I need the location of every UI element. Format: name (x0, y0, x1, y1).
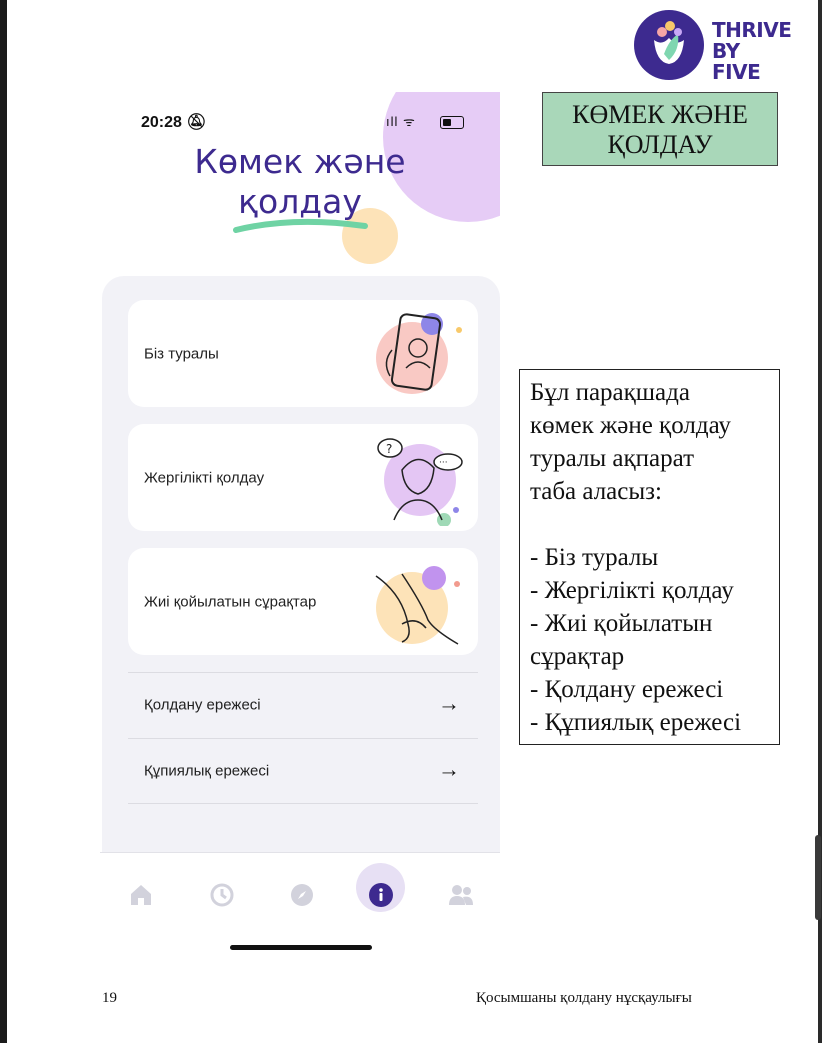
phone-with-person-illustration (372, 306, 468, 402)
card-local-support[interactable] (128, 424, 478, 531)
description-line: көмек және қолдау (530, 412, 731, 439)
screen-title-line-2: қолдау (238, 182, 362, 221)
title-underline-swoosh (233, 218, 368, 234)
card-label: Жиі қойылатын сұрақтар (144, 593, 317, 610)
tab-people[interactable] (437, 871, 485, 919)
description-spacer (530, 508, 769, 541)
people-icon (447, 882, 475, 908)
logo-mark (634, 10, 704, 80)
home-icon (128, 882, 154, 908)
card-label: Біз туралы (144, 345, 219, 362)
tab-explore[interactable] (278, 871, 326, 919)
description-line: туралы ақпарат (530, 445, 695, 472)
row-label: Қолдану ережесі (144, 696, 261, 714)
page-number: 19 (102, 990, 117, 1006)
list-item: - Жергілікті қолдау (530, 577, 734, 604)
home-indicator (230, 945, 372, 950)
thrive-by-five-logo (634, 10, 792, 84)
arrow-right-icon: → (438, 690, 460, 716)
tab-info[interactable] (357, 871, 405, 919)
tab-home[interactable] (117, 871, 165, 919)
info-icon (368, 882, 394, 908)
tulip-icon (634, 10, 704, 80)
scrollbar[interactable] (815, 835, 821, 920)
history-icon (209, 882, 235, 908)
svg-text:···: ··· (439, 458, 448, 468)
description-list (530, 541, 769, 739)
description-box (519, 369, 780, 745)
section-heading-box (542, 92, 778, 166)
holding-hands-illustration (372, 554, 468, 650)
status-time: 20:28 🔕︎ (141, 114, 207, 131)
screen-title-line-1: Көмек және (194, 142, 406, 181)
list-item: - Құпиялық ережесі (530, 709, 742, 736)
screen-title (100, 142, 500, 222)
phone-screenshot (100, 92, 500, 962)
arrow-right-icon: → (438, 756, 460, 782)
explore-icon (289, 882, 315, 908)
status-signal-wifi: ıll ᯤ (386, 114, 416, 129)
heading-line-1: КӨМЕК ЖӘНЕ (572, 100, 748, 129)
logo-line-1: THRIVE (712, 18, 792, 42)
card-faq[interactable] (128, 548, 478, 655)
description-line: таба аласыз: (530, 478, 662, 505)
list-divider (128, 803, 478, 804)
row-privacy-policy[interactable] (128, 738, 478, 803)
svg-text:?: ? (386, 442, 393, 456)
bottom-tab-bar (100, 852, 500, 962)
list-item: - Жиі қойылатын (530, 610, 713, 637)
row-label: Құпиялық ережесі (144, 762, 270, 780)
tab-history[interactable] (198, 871, 246, 919)
battery-icon (440, 116, 464, 129)
card-label: Жергілікті қолдау (144, 469, 265, 486)
left-page-edge (0, 0, 7, 1043)
footer-title: Қосымшаны қолдану нұсқаулығы (476, 990, 692, 1006)
description-line: Бұл парақшада (530, 379, 690, 406)
person-on-call-illustration (372, 430, 468, 526)
list-item: - Қолдану ережесі (530, 676, 724, 703)
card-about-us[interactable] (128, 300, 478, 407)
list-item: сұрақтар (530, 643, 625, 670)
muted-bell-icon: 🔕︎ (186, 114, 207, 131)
logo-text (712, 20, 791, 83)
logo-line-2: BY FIVE (712, 39, 761, 84)
heading-line-2: ҚОЛДАУ (607, 130, 713, 159)
list-item: - Біз туралы (530, 544, 659, 571)
row-terms-of-use[interactable] (128, 672, 478, 737)
